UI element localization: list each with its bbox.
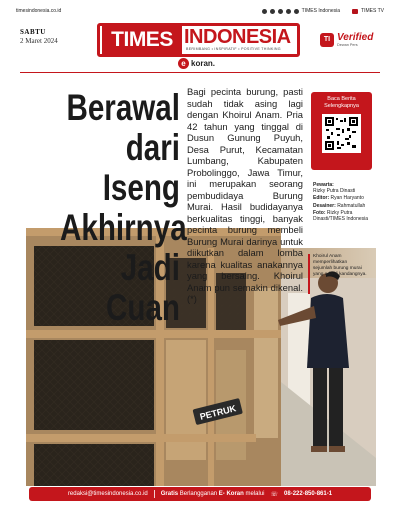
website-url[interactable]: timesindonesia.co.id [16, 8, 62, 14]
footer-email[interactable]: redaksi@timesindonesia.co.id [67, 491, 148, 497]
footer-bar [29, 487, 371, 501]
article-body: Bagi pecinta burung, pasti sudah tidak asing lagi dengan Khoirul Anam. Pria 42 tahun yang tinggal di Dusun Gunung Puyuh, Desa Purut, Kecamatan Lumbang, Kabupaten Probolinggo, Jawa Timur, ini merupakan seorang pembudidaya Burung Murai. Hasil budidayanya berkualitas tinggi, banyak pecinta burung membeli Burung Murai darinya untuk diikutkan dalam lomba karena kualitas anakannya yang bersaing. Khoirul Anam pun semakin dikenal. (*) [187, 86, 303, 304]
verified-title [337, 32, 373, 47]
headline-line: dari Iseng [102, 127, 180, 208]
instagram-icon[interactable] [270, 9, 275, 14]
phone-icon: ☏ [270, 491, 279, 498]
verified-text: Verified [337, 32, 374, 43]
article-headline [60, 87, 187, 328]
credit-row: Editor: Ryan Haryanto [313, 195, 364, 202]
tiktok-icon[interactable] [294, 9, 299, 14]
youtube-icon[interactable] [286, 9, 291, 14]
ti-logo-icon: TI [320, 33, 334, 47]
logo-times: TIMES [102, 26, 182, 54]
top-strip [0, 0, 400, 22]
ekoran-label [178, 58, 215, 69]
social-links [262, 8, 384, 14]
headline-line: Jadi Cuan [106, 247, 180, 328]
credits [313, 182, 375, 223]
cage-sign-text: PETRUK [198, 403, 238, 422]
masthead-logo[interactable] [97, 23, 300, 57]
caption-accent [308, 254, 310, 294]
logo-tagline: BERIMBANG • INSPIRATIF • POSITIVE THINKING [186, 47, 281, 51]
verified-badge [320, 32, 373, 47]
logo-indonesia: INDONESIA [184, 26, 291, 48]
tv-icon[interactable] [352, 9, 358, 14]
issue-full-date: 2 Maret 2024 [20, 37, 58, 45]
verified-sub: Dewan Pers [337, 43, 358, 47]
credit-row: Foto: Rizky Putra Dinasti/TIMES Indonesia [313, 209, 369, 223]
issue-date [20, 28, 58, 45]
qr-code-icon[interactable] [322, 114, 361, 153]
issue-day: SABTU [20, 28, 46, 36]
ekoran-text: koran. [191, 59, 216, 68]
headline-line: Berawal [66, 87, 180, 128]
header-divider [20, 72, 380, 73]
footer-divider [154, 490, 155, 498]
credit-row: Desainer: Rahmatullah [313, 202, 366, 209]
qr-title: Baca Berita Selengkapnya [324, 96, 359, 109]
facebook-icon[interactable] [262, 9, 267, 14]
footer-promo: Gratis Berlangganan E- Koran melalui [160, 491, 265, 497]
ekoran-e-icon: e [178, 58, 189, 69]
tv-label: TIMES TV [361, 8, 384, 14]
headline-line: Akhirnya [60, 207, 187, 248]
x-icon[interactable] [278, 9, 283, 14]
footer-phone[interactable]: 08-222-850-861-1 [284, 491, 333, 497]
photo-caption: Khoirul Anam memperlihatkan sejumlah burung murai yang ada di kandangnya. [313, 254, 367, 277]
qr-read-more[interactable] [311, 92, 372, 170]
social-handle: TIMES Indonesia [301, 8, 341, 14]
credit-row: Pewarta: Rizky Putra Dinasti [313, 182, 356, 195]
